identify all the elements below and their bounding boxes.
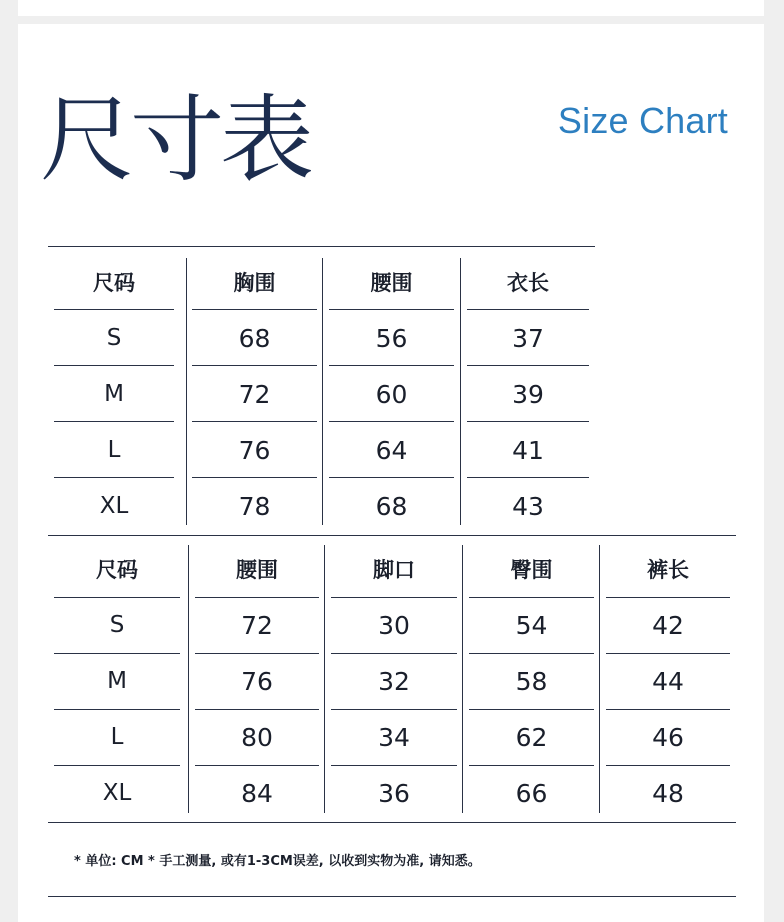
- measurement-cell: 43: [512, 491, 544, 521]
- measurement-cell: 66: [515, 778, 548, 808]
- size-label-cell: S: [109, 612, 125, 638]
- table-header-cell: 腰围: [370, 271, 413, 295]
- size-label-cell: L: [107, 437, 121, 463]
- row-divider: [192, 421, 317, 422]
- measurement-cell: 72: [238, 379, 271, 409]
- measurement-cell: 62: [515, 722, 548, 752]
- row-divider: [331, 765, 457, 766]
- row-divider: [54, 477, 174, 478]
- measurement-cell: 36: [378, 778, 410, 808]
- table-header-cell: 臀围: [510, 558, 553, 582]
- row-divider: [54, 765, 180, 766]
- row-divider: [195, 765, 319, 766]
- measurement-cell: 54: [515, 610, 548, 640]
- row-divider: [606, 653, 730, 654]
- row-divider: [195, 709, 319, 710]
- measurement-cell: 30: [378, 610, 410, 640]
- page-title-cn: 尺寸表: [40, 86, 311, 195]
- row-divider: [54, 421, 174, 422]
- measurement-cell: 78: [238, 491, 271, 521]
- row-divider: [329, 421, 454, 422]
- footer-divider: [48, 896, 736, 897]
- row-divider: [329, 365, 454, 366]
- row-divider: [606, 597, 730, 598]
- row-divider: [467, 365, 589, 366]
- row-divider: [467, 421, 589, 422]
- table-header-cell: 尺码: [93, 271, 135, 295]
- row-divider: [192, 365, 317, 366]
- row-divider: [54, 709, 180, 710]
- page-title-en: Size Chart: [557, 100, 728, 141]
- row-divider: [469, 709, 594, 710]
- size-label-cell: M: [107, 668, 127, 694]
- table-header-cell: 尺码: [96, 558, 138, 582]
- row-divider: [467, 309, 589, 310]
- table-header-cell: 腰围: [236, 558, 278, 582]
- measurement-cell: 48: [652, 778, 684, 808]
- measurement-note: * 单位: CM * 手工测量, 或有1-3CM误差, 以收到实物为准, 请知悉。: [74, 854, 481, 869]
- row-divider: [606, 765, 730, 766]
- row-divider: [54, 653, 180, 654]
- bottom-table-top-border: [48, 535, 736, 536]
- measurement-cell: 80: [241, 722, 273, 752]
- row-divider: [331, 709, 457, 710]
- size-label-cell: XL: [99, 493, 129, 519]
- measurement-cell: 41: [512, 435, 544, 465]
- measurement-cell: 34: [378, 722, 410, 752]
- table-header-cell: 衣长: [507, 271, 549, 295]
- measurement-cell: 58: [515, 666, 548, 696]
- measurement-cell: 76: [241, 666, 273, 696]
- row-divider: [469, 765, 594, 766]
- measurement-cell: 42: [652, 610, 684, 640]
- top-table-top-border: [48, 246, 595, 247]
- table-header-cell: 脚口: [373, 558, 415, 582]
- row-divider: [469, 653, 594, 654]
- measurement-cell: 84: [241, 778, 273, 808]
- measurement-cell: 72: [241, 610, 273, 640]
- row-divider: [192, 309, 317, 310]
- row-divider: [606, 709, 730, 710]
- size-label-cell: L: [110, 724, 124, 750]
- row-divider: [54, 309, 174, 310]
- row-divider: [469, 597, 594, 598]
- table-header-cell: 胸围: [233, 271, 276, 295]
- size-label-cell: S: [106, 325, 122, 351]
- measurement-cell: 60: [375, 379, 408, 409]
- row-divider: [192, 477, 317, 478]
- measurement-cell: 37: [512, 323, 544, 353]
- row-divider: [467, 477, 589, 478]
- row-divider: [329, 309, 454, 310]
- row-divider: [331, 597, 457, 598]
- row-divider: [54, 365, 174, 366]
- row-divider: [195, 653, 319, 654]
- measurement-cell: 39: [512, 379, 544, 409]
- previous-card-edge: [18, 0, 764, 16]
- measurement-cell: 68: [238, 323, 271, 353]
- size-label-cell: M: [104, 381, 124, 407]
- measurement-cell: 46: [652, 722, 684, 752]
- measurement-cell: 44: [652, 666, 684, 696]
- row-divider: [329, 477, 454, 478]
- size-label-cell: XL: [102, 780, 132, 806]
- measurement-cell: 32: [378, 666, 410, 696]
- row-divider: [331, 653, 457, 654]
- table-header-cell: 裤长: [647, 558, 689, 582]
- measurement-cell: 76: [238, 435, 271, 465]
- measurement-cell: 68: [375, 491, 408, 521]
- measurement-cell: 64: [375, 435, 408, 465]
- row-divider: [195, 597, 319, 598]
- bottom-table-bottom-border: [48, 822, 736, 823]
- row-divider: [54, 597, 180, 598]
- measurement-cell: 56: [375, 323, 408, 353]
